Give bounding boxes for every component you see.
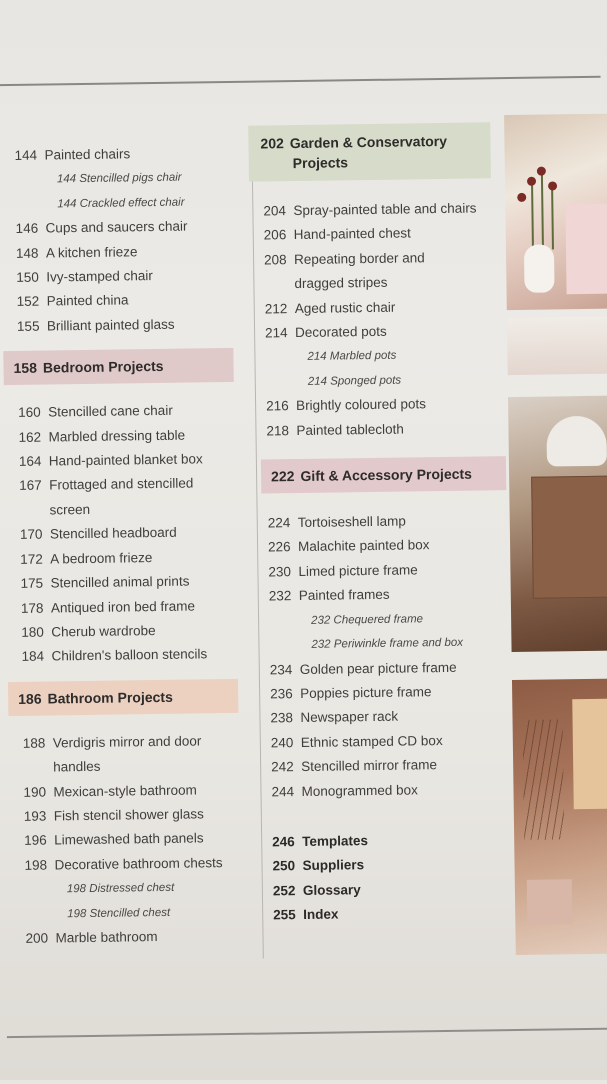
flower-stem [551, 189, 554, 249]
page-number: 160 [18, 404, 41, 421]
toc-entry [269, 581, 509, 609]
toc-entry [265, 294, 505, 322]
page-number: 196 [24, 832, 47, 849]
spacer [272, 801, 512, 830]
toc-entry [21, 618, 246, 646]
page-number: 222 [270, 468, 295, 485]
toc-subentry: 144 Stencilled pigs chair [56, 172, 182, 186]
entry-title: Hand-painted chest [293, 225, 411, 243]
page-number: 250 [272, 858, 296, 874]
page-number: 158 [13, 359, 38, 377]
page-number: 224 [267, 515, 291, 531]
toc-entry [24, 850, 249, 878]
page-number: 188 [22, 735, 46, 751]
entry-title: A bedroom frieze [50, 549, 153, 567]
section-heading-bathroom [8, 679, 238, 716]
page-number: 172 [20, 551, 43, 567]
entry-title: Ethnic stamped CD box [300, 732, 443, 750]
gift-box [527, 879, 573, 925]
toc-subentry: 198 Distressed chest [66, 881, 175, 896]
page-number: 152 [16, 294, 40, 310]
toc-subentry: 232 Periwinkle frame and box [311, 636, 464, 651]
flower-stem [531, 185, 534, 250]
entry-title: Cups and saucers chair [45, 218, 188, 236]
page-number: 212 [264, 300, 288, 317]
entry-title: Frottaged and stencilled [49, 475, 194, 493]
toc-entry [264, 245, 504, 273]
page-number: 193 [23, 808, 47, 824]
page-number: 202 [260, 135, 284, 152]
entry-title: Spray-painted table and chairs [293, 200, 477, 219]
toc-entry [20, 569, 245, 597]
page-number: 148 [15, 245, 39, 261]
page-number: 218 [266, 422, 290, 439]
entry-title: Limewashed bath panels [54, 830, 204, 848]
flower-head [527, 177, 536, 186]
toc-entry [270, 655, 510, 683]
section-title: Bathroom Projects [47, 688, 173, 707]
page-number: 180 [21, 624, 44, 640]
entry-title: Ivy-stamped chair [46, 268, 153, 285]
toc-entry [23, 728, 248, 756]
page-number: 230 [268, 564, 292, 580]
flower-head [517, 193, 526, 202]
entry-title: Verdigris mirror and door [52, 733, 202, 751]
page-number: 234 [269, 661, 293, 677]
page-number: 200 [25, 930, 49, 946]
page-number: 170 [19, 526, 43, 543]
page-number: 204 [263, 203, 287, 219]
entry-title: Templates [302, 833, 369, 849]
section-title: Bedroom Projects [42, 358, 164, 376]
toc-entry [271, 728, 511, 756]
toc-entry-back-matter [272, 851, 512, 879]
entry-title: Painted china [46, 292, 129, 309]
section-title: Garden & Conservatory [289, 132, 448, 152]
toc-entry [270, 679, 510, 707]
toc-entry [266, 416, 506, 444]
page-number: 240 [270, 734, 294, 751]
entry-title: Stencilled animal prints [50, 573, 190, 591]
entry-title: Poppies picture frame [300, 684, 432, 701]
section-title-continuation: Projects [292, 154, 349, 172]
toc-entry [21, 593, 246, 621]
toc-entry [268, 508, 508, 536]
decorated-box [565, 204, 607, 295]
photo-strip [504, 114, 607, 955]
entry-title: Mexican-style bathroom [53, 781, 197, 799]
page-number: 164 [18, 453, 42, 469]
toc-entry [268, 533, 508, 561]
toc-entry-continuation: dragged stripes [294, 274, 388, 292]
entry-title: Brightly coloured pots [296, 396, 427, 414]
toc-entry [14, 141, 239, 169]
page-number: 232 [268, 588, 292, 604]
page-number: 214 [265, 325, 288, 341]
page-number: 190 [23, 784, 47, 800]
page-number: 246 [272, 834, 295, 850]
toc-entry [20, 544, 245, 572]
entry-title: Malachite painted box [297, 537, 430, 555]
entry-title: Decorative bathroom chests [54, 854, 223, 873]
dried-twigs [523, 719, 565, 840]
toc-entry [24, 826, 249, 854]
entry-title: Golden pear picture frame [299, 659, 457, 677]
entry-title: Fish stencil shower glass [53, 806, 204, 824]
page-number: 216 [266, 398, 289, 414]
entry-title: Stencilled cane chair [48, 403, 173, 420]
page-number: 226 [267, 539, 291, 555]
chest-photo [508, 396, 607, 653]
page-number: 236 [270, 686, 293, 702]
entry-title: Marbled dressing table [48, 427, 186, 445]
pots-photo [507, 317, 607, 376]
entry-title: Hand-painted blanket box [48, 451, 203, 469]
toc-subentry: 214 Sponged pots [307, 374, 402, 388]
entry-title: Repeating border and [293, 250, 425, 267]
toc-entry [17, 312, 242, 340]
flower-stem [541, 175, 544, 250]
toc-entry [271, 752, 511, 780]
entry-title: Painted tablecloth [296, 421, 404, 438]
gift-bag [572, 699, 607, 810]
flower-head [548, 181, 557, 190]
toc-entry [16, 238, 241, 266]
entry-title: Newspaper rack [300, 708, 399, 726]
flowers-photo [504, 114, 607, 311]
entry-title: Aged rustic chair [294, 299, 396, 316]
toc-subentry: 144 Crackled effect chair [57, 196, 185, 211]
toc-entry [265, 318, 505, 346]
toc-entry [270, 703, 510, 731]
entry-title: Limed picture frame [298, 562, 418, 579]
toc-entry [21, 642, 246, 670]
entry-title: Stencilled headboard [49, 525, 177, 542]
entry-title: Index [303, 906, 339, 923]
toc-entry-back-matter [273, 876, 513, 904]
contents-column-middle [262, 122, 513, 928]
page-number: 178 [20, 600, 44, 616]
toc-entry-back-matter [273, 900, 513, 928]
toc-entry-continuation: screen [49, 501, 91, 518]
entry-title: Decorated pots [294, 323, 387, 341]
page-number: 242 [271, 759, 294, 775]
toc-entry [16, 287, 241, 315]
toc-entry [18, 398, 243, 426]
entry-title: Stencilled mirror frame [301, 757, 438, 775]
toc-entry [16, 263, 241, 291]
page-number: 162 [18, 429, 42, 445]
toc-entry [266, 391, 506, 419]
toc-entry [268, 557, 508, 585]
toc-entry-continuation: handles [53, 758, 101, 775]
entry-title: Antiqued iron bed frame [50, 597, 196, 615]
painted-chest [531, 476, 607, 599]
entry-title: Monogrammed box [301, 781, 418, 799]
page-number: 175 [20, 575, 44, 591]
entry-title: A kitchen frieze [45, 243, 138, 261]
entry-title: Children's balloon stencils [51, 646, 208, 664]
toc-entry [19, 447, 244, 475]
page-number: 198 [24, 857, 48, 873]
entry-title: Marble bathroom [55, 928, 158, 946]
page-number: 252 [272, 882, 296, 899]
toc-entry [23, 777, 248, 805]
entry-title: Suppliers [302, 857, 365, 874]
page-number: 206 [263, 227, 287, 243]
toc-entry [20, 520, 245, 548]
top-rule [0, 76, 601, 86]
toc-subentry: 198 Stencilled chest [67, 906, 171, 920]
page-number: 150 [16, 269, 39, 285]
page-number: 144 [14, 147, 38, 163]
toc-entry [271, 777, 511, 805]
toc-entry [19, 471, 244, 499]
toc-entry [24, 802, 249, 830]
toc-entry [25, 924, 250, 952]
toc-subentry: 214 Marbled pots [307, 350, 397, 364]
page-number: 155 [16, 318, 40, 334]
page-number: 255 [273, 907, 296, 923]
toc-subentry: 232 Chequered frame [311, 612, 424, 627]
contents-column-left [14, 141, 250, 951]
flower-head [537, 167, 546, 176]
column-divider [251, 129, 264, 959]
entry-title: Painted chairs [44, 146, 131, 163]
entry-title: Cherub wardrobe [51, 622, 156, 640]
entry-title: Painted frames [298, 587, 390, 604]
entry-title: Glossary [302, 881, 361, 898]
bottom-rule [7, 1028, 607, 1038]
entry-title: Tortoiseshell lamp [297, 513, 406, 531]
section-heading-garden [248, 122, 491, 181]
page-number: 146 [15, 220, 39, 237]
toc-entry [15, 214, 240, 242]
page-number: 184 [21, 648, 45, 665]
entry-title: Brilliant painted glass [46, 316, 175, 334]
toc-entry-back-matter [272, 827, 512, 855]
gifts-photo [512, 679, 607, 956]
section-heading-gift [261, 456, 506, 493]
section-heading-bedroom [3, 348, 233, 385]
jug [546, 416, 607, 467]
page-number: 244 [271, 783, 295, 799]
page-number: 167 [19, 478, 42, 494]
page-number: 186 [18, 690, 42, 707]
toc-entry [264, 221, 504, 249]
toc-entry [18, 422, 243, 450]
page-number: 208 [263, 251, 287, 268]
page-number: 238 [270, 710, 294, 726]
toc-entry [263, 196, 503, 224]
vase [524, 244, 555, 292]
section-title: Gift & Accessory Projects [300, 465, 473, 485]
